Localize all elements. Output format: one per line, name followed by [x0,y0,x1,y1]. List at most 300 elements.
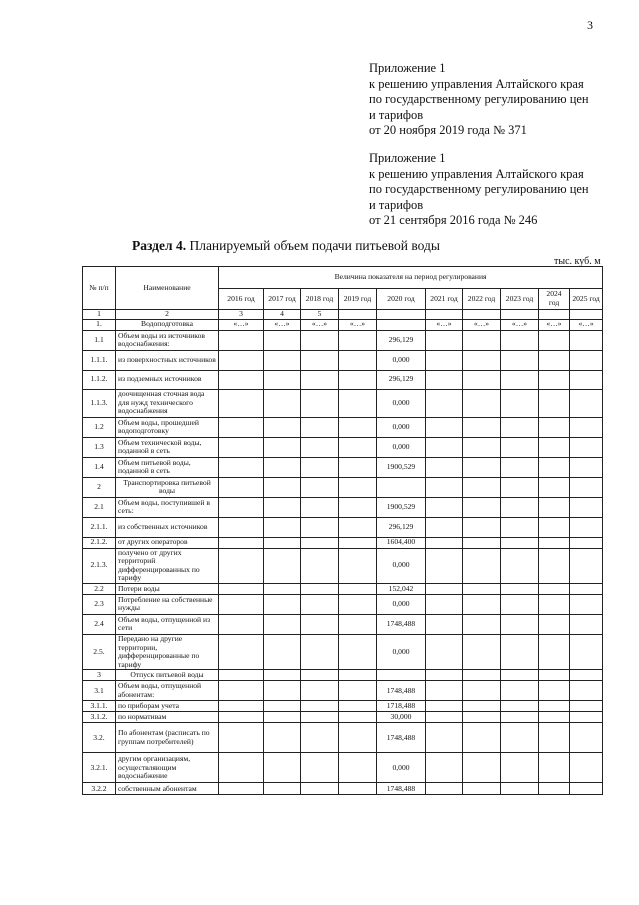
column-number [339,310,377,320]
row-name: по приборам учета [116,701,219,712]
value-cell: 1748,488 [377,783,426,795]
value-cell [219,548,264,583]
column-number: 4 [264,310,301,320]
header-year: 2020 год [377,289,426,310]
row-number: 1.1 [83,330,116,350]
value-cell [301,370,339,389]
value-cell [339,477,377,497]
value-cell [501,350,539,370]
value-cell [264,594,301,614]
value-cell [539,753,570,783]
value-cell [377,319,426,330]
value-cell [339,548,377,583]
value-cell [539,417,570,437]
value-cell [339,537,377,548]
value-cell: «…» [301,319,339,330]
row-number: 2.3 [83,594,116,614]
value-cell [339,517,377,537]
table-row [83,753,603,783]
value-cell [570,517,603,537]
value-cell [570,370,603,389]
value-cell: 296,129 [377,370,426,389]
row-number: 2.1.1. [83,517,116,537]
value-cell [539,701,570,712]
value-cell [463,517,501,537]
row-name: Потребление на собственные нужды [116,594,219,614]
table-row [83,457,603,477]
value-cell [463,634,501,669]
value-cell [539,614,570,634]
table-row [83,389,603,417]
row-name: Транспортировка питьевой воды [116,477,219,497]
row-name: Объем воды из источников водоснабжения: [116,330,219,350]
column-number [539,310,570,320]
value-cell [539,437,570,457]
appendix-current [369,61,589,139]
value-cell [219,701,264,712]
appendix-line: к решению управления Алтайского края [369,166,584,181]
value-cell [501,634,539,669]
value-cell [301,330,339,350]
header-year: 2016 год [219,289,264,310]
value-cell [426,634,463,669]
value-cell [463,370,501,389]
value-cell [339,712,377,723]
row-number: 3.2.1. [83,753,116,783]
value-cell [301,389,339,417]
value-cell [339,437,377,457]
column-number: 3 [219,310,264,320]
value-cell: «…» [570,319,603,330]
value-cell [501,594,539,614]
value-cell [219,537,264,548]
value-cell [339,701,377,712]
row-number: 2.1.2. [83,537,116,548]
value-cell [570,614,603,634]
value-cell: 1748,488 [377,681,426,701]
value-cell [264,537,301,548]
value-cell [539,350,570,370]
value-cell [570,330,603,350]
value-cell [426,712,463,723]
value-cell [219,477,264,497]
column-number: 1 [83,310,116,320]
value-cell [570,670,603,681]
row-number: 1. [83,319,116,330]
value-cell [501,330,539,350]
row-number: 2.1.3. [83,548,116,583]
value-cell [264,548,301,583]
value-cell: 1604,400 [377,537,426,548]
value-cell [264,753,301,783]
value-cell [339,783,377,795]
column-number [426,310,463,320]
value-cell [501,517,539,537]
value-cell [219,594,264,614]
value-cell [570,634,603,669]
value-cell [539,670,570,681]
value-cell [301,477,339,497]
row-number: 1.1.1. [83,350,116,370]
value-cell [426,437,463,457]
value-cell [501,548,539,583]
table-row [83,319,603,330]
table-row [83,634,603,669]
row-name: Объем воды, отпущенной абонентам: [116,681,219,701]
value-cell [426,537,463,548]
value-cell [219,517,264,537]
value-cell: 0,000 [377,437,426,457]
column-number [501,310,539,320]
value-cell [264,723,301,753]
value-cell [426,350,463,370]
row-number: 1.3 [83,437,116,457]
value-cell [539,681,570,701]
value-cell [501,537,539,548]
value-cell [570,723,603,753]
value-cell [339,753,377,783]
value-cell: 1748,488 [377,723,426,753]
table-row [83,537,603,548]
value-cell [219,437,264,457]
header-year: 2022 год [463,289,501,310]
value-cell [426,497,463,517]
table-row [83,548,603,583]
section-heading [132,238,440,254]
table-row [83,477,603,497]
value-cell [301,457,339,477]
value-cell [463,712,501,723]
value-cell [339,723,377,753]
value-cell [463,548,501,583]
value-cell [539,517,570,537]
header-year: 2021 год [426,289,463,310]
appendix-line: от 20 ноября 2019 года № 371 [369,123,527,137]
table-row [83,701,603,712]
row-number: 3.1.2. [83,712,116,723]
column-number [463,310,501,320]
value-cell: «…» [501,319,539,330]
value-cell [339,497,377,517]
value-cell [219,753,264,783]
value-cell [539,477,570,497]
value-cell [219,389,264,417]
value-cell [426,670,463,681]
value-cell: 1748,488 [377,614,426,634]
value-cell [264,517,301,537]
value-cell [501,614,539,634]
value-cell: «…» [339,319,377,330]
value-cell [501,753,539,783]
value-cell [377,477,426,497]
value-cell: 0,000 [377,634,426,669]
value-cell [426,723,463,753]
row-name: Водоподготовка [116,319,219,330]
table-row [83,614,603,634]
table-row [83,330,603,350]
value-cell: 0,000 [377,350,426,370]
value-cell [301,497,339,517]
value-cell [219,634,264,669]
value-cell [463,457,501,477]
row-number: 2 [83,477,116,497]
value-cell [219,350,264,370]
row-number: 3.2. [83,723,116,753]
value-cell [264,389,301,417]
value-cell [264,614,301,634]
value-cell [219,783,264,795]
value-cell: «…» [219,319,264,330]
value-cell: 152,042 [377,583,426,594]
value-cell: 0,000 [377,594,426,614]
section-label: Раздел 4. [132,238,187,253]
row-name: по нормативам [116,712,219,723]
value-cell [539,634,570,669]
table-row [83,350,603,370]
value-cell [301,701,339,712]
value-cell: «…» [264,319,301,330]
value-cell [301,548,339,583]
value-cell [219,681,264,701]
value-cell [426,517,463,537]
row-name: получено от других территорий дифференцированных по тарифу [116,548,219,583]
value-cell [339,417,377,437]
table-row [83,681,603,701]
header-year: 2025 год [570,289,603,310]
value-cell [426,457,463,477]
value-cell [339,389,377,417]
value-cell [570,783,603,795]
value-cell [570,594,603,614]
value-cell [426,614,463,634]
value-cell [426,753,463,783]
value-cell [301,712,339,723]
value-cell [463,701,501,712]
value-cell [339,634,377,669]
value-cell [301,723,339,753]
value-cell [301,670,339,681]
row-number: 1.1.3. [83,389,116,417]
value-cell [463,614,501,634]
value-cell [570,583,603,594]
value-cell: 0,000 [377,548,426,583]
row-number: 3 [83,670,116,681]
table-row [83,583,603,594]
value-cell [463,350,501,370]
units-label: тыс. куб. м [554,256,601,267]
value-cell [264,634,301,669]
row-name: другим организациям, осуществляющим водоснабжение [116,753,219,783]
value-cell: 1900,529 [377,497,426,517]
value-cell [463,594,501,614]
value-cell [264,350,301,370]
value-cell [463,477,501,497]
row-name: Передано на другие территории, дифференцированные по тарифу [116,634,219,669]
value-cell [539,389,570,417]
row-name: Потери воды [116,583,219,594]
row-number: 2.1 [83,497,116,517]
value-cell [377,670,426,681]
row-name: Отпуск питьевой воды [116,670,219,681]
value-cell [301,517,339,537]
table-row [83,670,603,681]
value-cell [570,753,603,783]
value-cell: 30,000 [377,712,426,723]
value-cell [463,783,501,795]
value-cell [501,701,539,712]
row-name: из поверхностных источников [116,350,219,370]
header-name: Наименование [116,267,219,310]
header-year: 2024 год [539,289,570,310]
value-cell [264,477,301,497]
value-cell [339,681,377,701]
value-cell [339,583,377,594]
value-cell [339,350,377,370]
row-number: 2.2 [83,583,116,594]
value-cell: 0,000 [377,389,426,417]
value-cell [219,614,264,634]
appendix-line: по государственному регулированию цен [369,182,589,196]
value-cell [426,594,463,614]
table-row [83,723,603,753]
row-name: Объем питьевой воды, поданной в сеть [116,457,219,477]
row-number: 2.5. [83,634,116,669]
value-cell [570,437,603,457]
value-cell [426,783,463,795]
value-cell [501,681,539,701]
value-cell [219,670,264,681]
value-cell [570,537,603,548]
value-cell [264,783,301,795]
value-cell [339,370,377,389]
value-cell [463,437,501,457]
value-cell [570,417,603,437]
value-cell [463,583,501,594]
value-cell [501,370,539,389]
row-number: 3.1 [83,681,116,701]
value-cell [539,370,570,389]
value-cell [463,723,501,753]
row-number: 1.4 [83,457,116,477]
header-year: 2018 год [301,289,339,310]
value-cell: 0,000 [377,753,426,783]
value-cell [339,614,377,634]
value-cell [301,753,339,783]
value-cell [463,330,501,350]
row-name: из подземных источников [116,370,219,389]
value-cell [463,417,501,437]
value-cell [570,497,603,517]
value-cell [463,670,501,681]
value-cell [264,681,301,701]
value-cell [539,723,570,753]
column-number: 5 [301,310,339,320]
value-cell: 0,000 [377,417,426,437]
value-cell [426,548,463,583]
row-name: из собственных источников [116,517,219,537]
row-name: собственным абонентам [116,783,219,795]
value-cell: «…» [426,319,463,330]
value-cell [501,670,539,681]
value-cell [426,681,463,701]
appendix-title: Приложение 1 [369,151,446,165]
header-period: Величина показателя на период регулирования [219,267,603,289]
value-cell [463,389,501,417]
appendix-line: по государственному регулированию цен [369,92,589,106]
appendix-line: и тарифов [369,197,424,212]
value-cell [264,330,301,350]
value-cell [301,417,339,437]
value-cell [539,497,570,517]
value-cell [426,417,463,437]
value-cell [463,681,501,701]
value-cell [539,594,570,614]
value-cell [264,670,301,681]
value-cell [301,583,339,594]
value-cell [301,594,339,614]
appendix-line: к решению управления Алтайского края [369,76,584,91]
column-number: 2 [116,310,219,320]
value-cell [539,548,570,583]
appendix-previous [369,151,589,229]
value-cell [426,477,463,497]
water-volume-table [82,266,603,795]
value-cell [339,594,377,614]
value-cell [219,712,264,723]
value-cell [570,681,603,701]
value-cell [539,457,570,477]
value-cell [570,389,603,417]
value-cell [501,712,539,723]
value-cell [219,497,264,517]
value-cell [264,712,301,723]
value-cell [501,457,539,477]
row-name: Объем воды, прошедшей водоподготовку [116,417,219,437]
value-cell [501,417,539,437]
column-number [377,310,426,320]
value-cell [339,330,377,350]
value-cell: «…» [463,319,501,330]
value-cell [539,330,570,350]
appendix-line: от 21 сентября 2016 года № 246 [369,213,538,227]
row-name: Объем технической воды, поданной в сеть [116,437,219,457]
value-cell [426,701,463,712]
value-cell [426,583,463,594]
value-cell [426,330,463,350]
value-cell [301,350,339,370]
value-cell: 1718,488 [377,701,426,712]
value-cell [426,370,463,389]
table-row [83,370,603,389]
value-cell [501,389,539,417]
value-cell [301,614,339,634]
table-row [83,517,603,537]
value-cell [570,712,603,723]
value-cell [539,712,570,723]
column-number [570,310,603,320]
appendix-line: и тарифов [369,107,424,122]
header-year: 2023 год [501,289,539,310]
value-cell [264,417,301,437]
value-cell [264,701,301,712]
value-cell [264,437,301,457]
table-row [83,594,603,614]
value-cell [501,783,539,795]
value-cell [501,723,539,753]
row-number: 3.1.1. [83,701,116,712]
row-name: доочищенная сточная вода для нужд технического водоснабжения [116,389,219,417]
table-row [83,437,603,457]
